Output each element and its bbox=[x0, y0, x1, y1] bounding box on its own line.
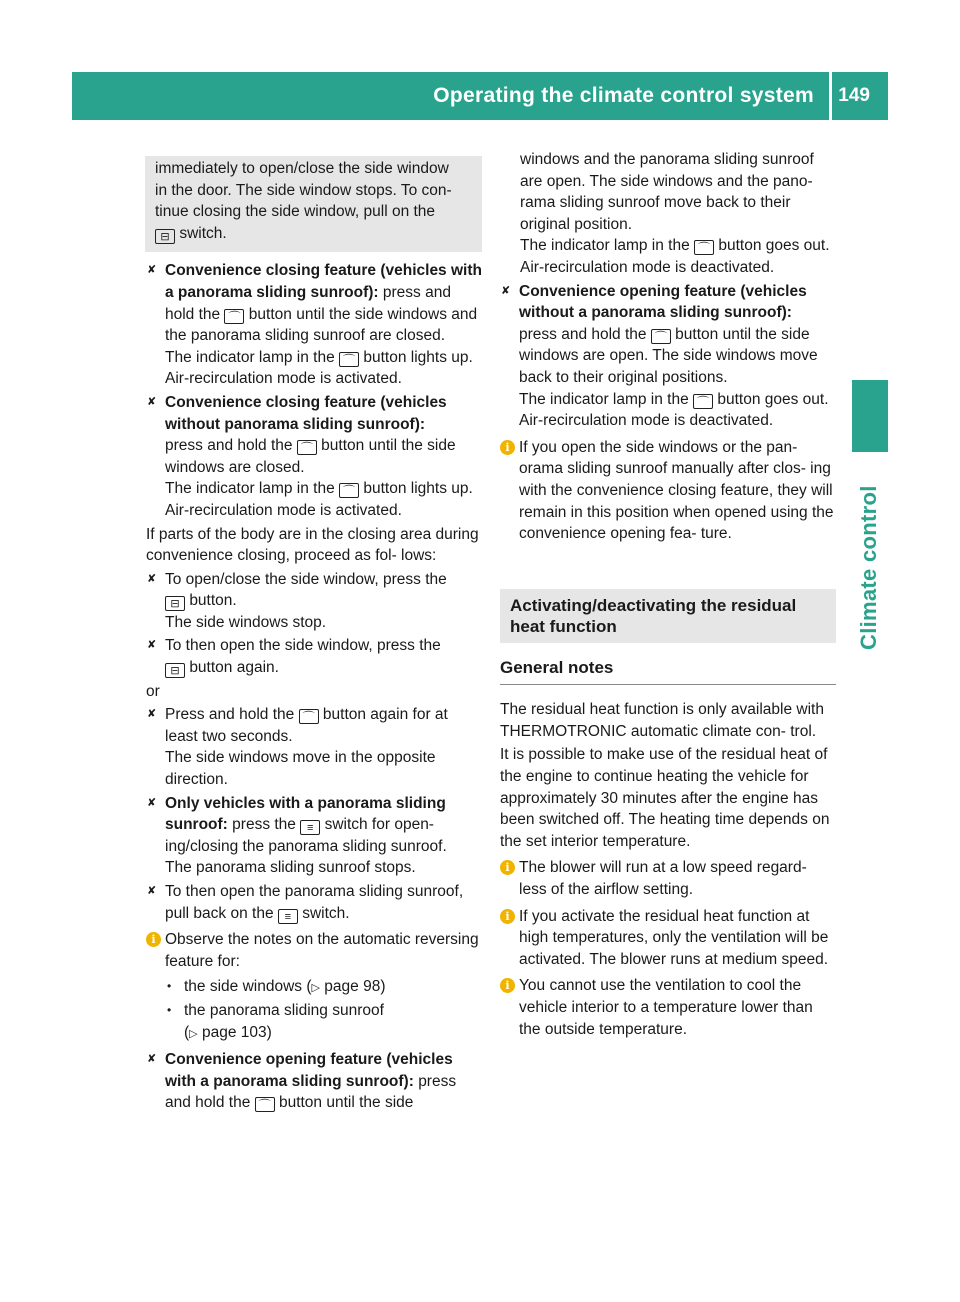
recirculation-icon: ⌒ bbox=[693, 394, 713, 409]
item-text: button lights up. Air-recirculation mode is activated. bbox=[165, 348, 473, 388]
bullet-text: the panorama sliding sunroof bbox=[184, 1001, 384, 1019]
page-ref-arrow-icon: ▷ bbox=[311, 982, 320, 995]
item-text: press and hold the bbox=[165, 1072, 457, 1112]
item-text: press and hold the bbox=[165, 437, 293, 455]
header-divider bbox=[829, 72, 832, 120]
item-text: The indicator lamp in the bbox=[165, 348, 335, 366]
list-item bbox=[146, 260, 482, 390]
list-item bbox=[146, 635, 482, 678]
window-switch-icon: ⊟ bbox=[165, 663, 185, 678]
item-text: button until the side windows and the panorama sliding sunroof are closed. bbox=[165, 305, 478, 345]
list-item bbox=[146, 569, 482, 634]
page-ref-arrow-icon: ▷ bbox=[189, 1027, 198, 1040]
item-text: button lights up. Air-recirculation mode is activated. bbox=[165, 480, 473, 519]
item-text: button until the side windows are open. The side windows move back to their original positions. bbox=[519, 325, 818, 386]
paragraph: If parts of the body are in the closing area during convenience closing, proceed as fol- lows: bbox=[146, 525, 479, 565]
arrow-bullet-icon: ✘ bbox=[147, 1053, 157, 1066]
recirculation-icon: ⌒ bbox=[299, 709, 319, 724]
note-text: If you open the side windows or the pan- orama sliding sunroof manually after clos- ing with the convenience closing feature, they will remain in this position when opened using the convenience opening fea- ture. bbox=[519, 438, 834, 543]
info-note bbox=[500, 437, 836, 545]
section-heading: Activating/deactivating the residual heat function bbox=[500, 589, 836, 643]
recirculation-icon: ⌒ bbox=[339, 483, 359, 498]
bullet-item bbox=[165, 976, 482, 1000]
arrow-bullet-icon: ✘ bbox=[147, 264, 157, 277]
note-text: The blower will run at a low speed regard- less of the airflow setting. bbox=[519, 859, 807, 899]
info-note bbox=[146, 929, 482, 972]
subheading: General notes bbox=[500, 657, 836, 686]
info-icon: i bbox=[500, 860, 515, 875]
item-text: button until the side bbox=[278, 1094, 414, 1112]
bullet-item bbox=[165, 1000, 482, 1045]
paragraph: It is possible to make use of the residual heat of the engine to continue heating the vehicle for approximately 30 minutes after the engine has been switched off. The heating time depends on the set interior temperature. bbox=[500, 746, 830, 850]
sunroof-switch-icon: ≡ bbox=[300, 820, 320, 835]
item-text: Press and hold the bbox=[165, 706, 295, 724]
item-text: The panorama sliding sunroof stops. bbox=[165, 859, 416, 877]
page-number: 149 bbox=[838, 85, 870, 106]
arrow-bullet-icon: ✘ bbox=[147, 708, 157, 721]
item-text: switch. bbox=[302, 904, 350, 922]
box-line: in the door. The side window stops. To con- bbox=[155, 181, 452, 199]
arrow-bullet-icon: ✘ bbox=[147, 885, 157, 897]
continued-note-box bbox=[145, 156, 482, 252]
info-note bbox=[500, 975, 836, 1040]
arrow-bullet-icon: ✘ bbox=[147, 796, 157, 809]
recirculation-icon: ⌒ bbox=[694, 240, 714, 255]
list-item bbox=[146, 704, 482, 790]
right-column bbox=[500, 149, 836, 1044]
item-text: press and hold the bbox=[165, 283, 451, 323]
bullet-text: ( bbox=[184, 1023, 190, 1041]
chapter-tab bbox=[852, 380, 888, 452]
item-text: button again for at least two seconds. bbox=[165, 706, 448, 745]
item-text: press and hold the bbox=[519, 325, 647, 343]
recirculation-icon: ⌒ bbox=[255, 1097, 275, 1112]
list-item bbox=[146, 392, 482, 522]
recirculation-icon: ⌒ bbox=[651, 329, 671, 344]
or-label: or bbox=[146, 682, 160, 700]
page-title: Operating the climate control system bbox=[433, 84, 814, 107]
recirculation-icon: ⌒ bbox=[297, 440, 317, 455]
item-text: The indicator lamp in the bbox=[520, 237, 690, 255]
item-text: The side windows stop. bbox=[165, 613, 327, 631]
item-text: press the bbox=[232, 816, 296, 834]
list-item-continued bbox=[500, 149, 836, 279]
item-text: The indicator lamp in the bbox=[165, 480, 335, 498]
item-heading: Convenience opening feature (vehicles without a panorama sliding sunroof): bbox=[519, 282, 807, 322]
info-icon: i bbox=[500, 978, 515, 993]
item-text: button. bbox=[189, 592, 237, 610]
item-text: To then open the side window, press the bbox=[165, 637, 441, 655]
sunroof-switch-icon: ≡ bbox=[278, 909, 298, 924]
note-text: You cannot use the ventilation to cool the vehicle interior to a temperature lower than the outside temperature. bbox=[519, 977, 813, 1038]
item-text: switch for open- ing/closing the panorama sliding sunroof. bbox=[165, 816, 447, 855]
bullet-text: the side windows ( bbox=[184, 978, 312, 996]
box-line bbox=[155, 223, 472, 245]
item-heading: Convenience closing feature (vehicles with a panorama sliding sunroof): bbox=[165, 262, 482, 301]
item-heading: Convenience opening feature (vehicles with a panorama sliding sunroof): bbox=[165, 1051, 453, 1090]
item-text: To open/close the side window, press the bbox=[165, 570, 447, 588]
info-icon: i bbox=[146, 932, 161, 947]
page-ref-link[interactable]: page 98) bbox=[324, 978, 386, 996]
box-line-text: switch. bbox=[179, 224, 227, 242]
note-text: Observe the notes on the automatic reversing feature for: bbox=[165, 931, 479, 970]
recirculation-icon: ⌒ bbox=[339, 352, 359, 367]
arrow-bullet-icon: ✘ bbox=[501, 284, 511, 297]
bullet-dot: • bbox=[167, 979, 172, 994]
window-switch-icon: ⊟ bbox=[155, 229, 175, 244]
item-text: button goes out. Air-recirculation mode is deactivated. bbox=[520, 237, 830, 276]
info-note bbox=[500, 857, 836, 900]
page-header bbox=[72, 72, 888, 120]
list-item bbox=[146, 1049, 482, 1114]
bullet-dot: • bbox=[167, 1002, 172, 1017]
list-item bbox=[146, 881, 482, 924]
arrow-bullet-icon: ✘ bbox=[147, 572, 157, 585]
list-item bbox=[146, 793, 482, 879]
item-text: To then open the panorama sliding sunroof, pull back on the bbox=[165, 883, 464, 922]
info-icon: i bbox=[500, 440, 515, 455]
item-text: windows and the panorama sliding sunroof are open. The side windows and the pano- rama sliding sunroof move back to their original position. bbox=[520, 151, 814, 233]
box-line: immediately to open/close the side window bbox=[155, 160, 449, 177]
list-item bbox=[500, 281, 836, 432]
window-switch-icon: ⊟ bbox=[165, 596, 185, 611]
item-text: The side windows move in the opposite direction. bbox=[165, 749, 436, 789]
item-heading: Convenience closing feature (vehicles without panorama sliding sunroof): bbox=[165, 393, 447, 433]
paragraph: The residual heat function is only available with THERMOTRONIC automatic climate con- trol. bbox=[500, 701, 824, 740]
left-column bbox=[146, 156, 482, 1116]
info-note bbox=[500, 906, 836, 971]
item-heading: Only vehicles with a panorama sliding sunroof: bbox=[165, 794, 446, 834]
box-line: tinue closing the side window, pull on the bbox=[155, 203, 436, 221]
item-text: button goes out. Air-recirculation mode is deactivated. bbox=[519, 390, 829, 430]
item-text: button until the side windows are closed. bbox=[165, 437, 456, 476]
page-ref-link[interactable]: page 103) bbox=[201, 1023, 272, 1041]
item-text: The indicator lamp in the bbox=[519, 390, 689, 408]
item-text: button again. bbox=[189, 659, 279, 677]
arrow-bullet-icon: ✘ bbox=[147, 639, 157, 652]
arrow-bullet-icon: ✘ bbox=[147, 395, 157, 408]
note-text: If you activate the residual heat function at high temperatures, only the ventilation will be activated. The blower runs at medium speed. bbox=[519, 907, 829, 968]
chapter-label: Climate control bbox=[856, 485, 881, 650]
info-icon: i bbox=[500, 909, 515, 924]
recirculation-icon: ⌒ bbox=[224, 309, 244, 324]
